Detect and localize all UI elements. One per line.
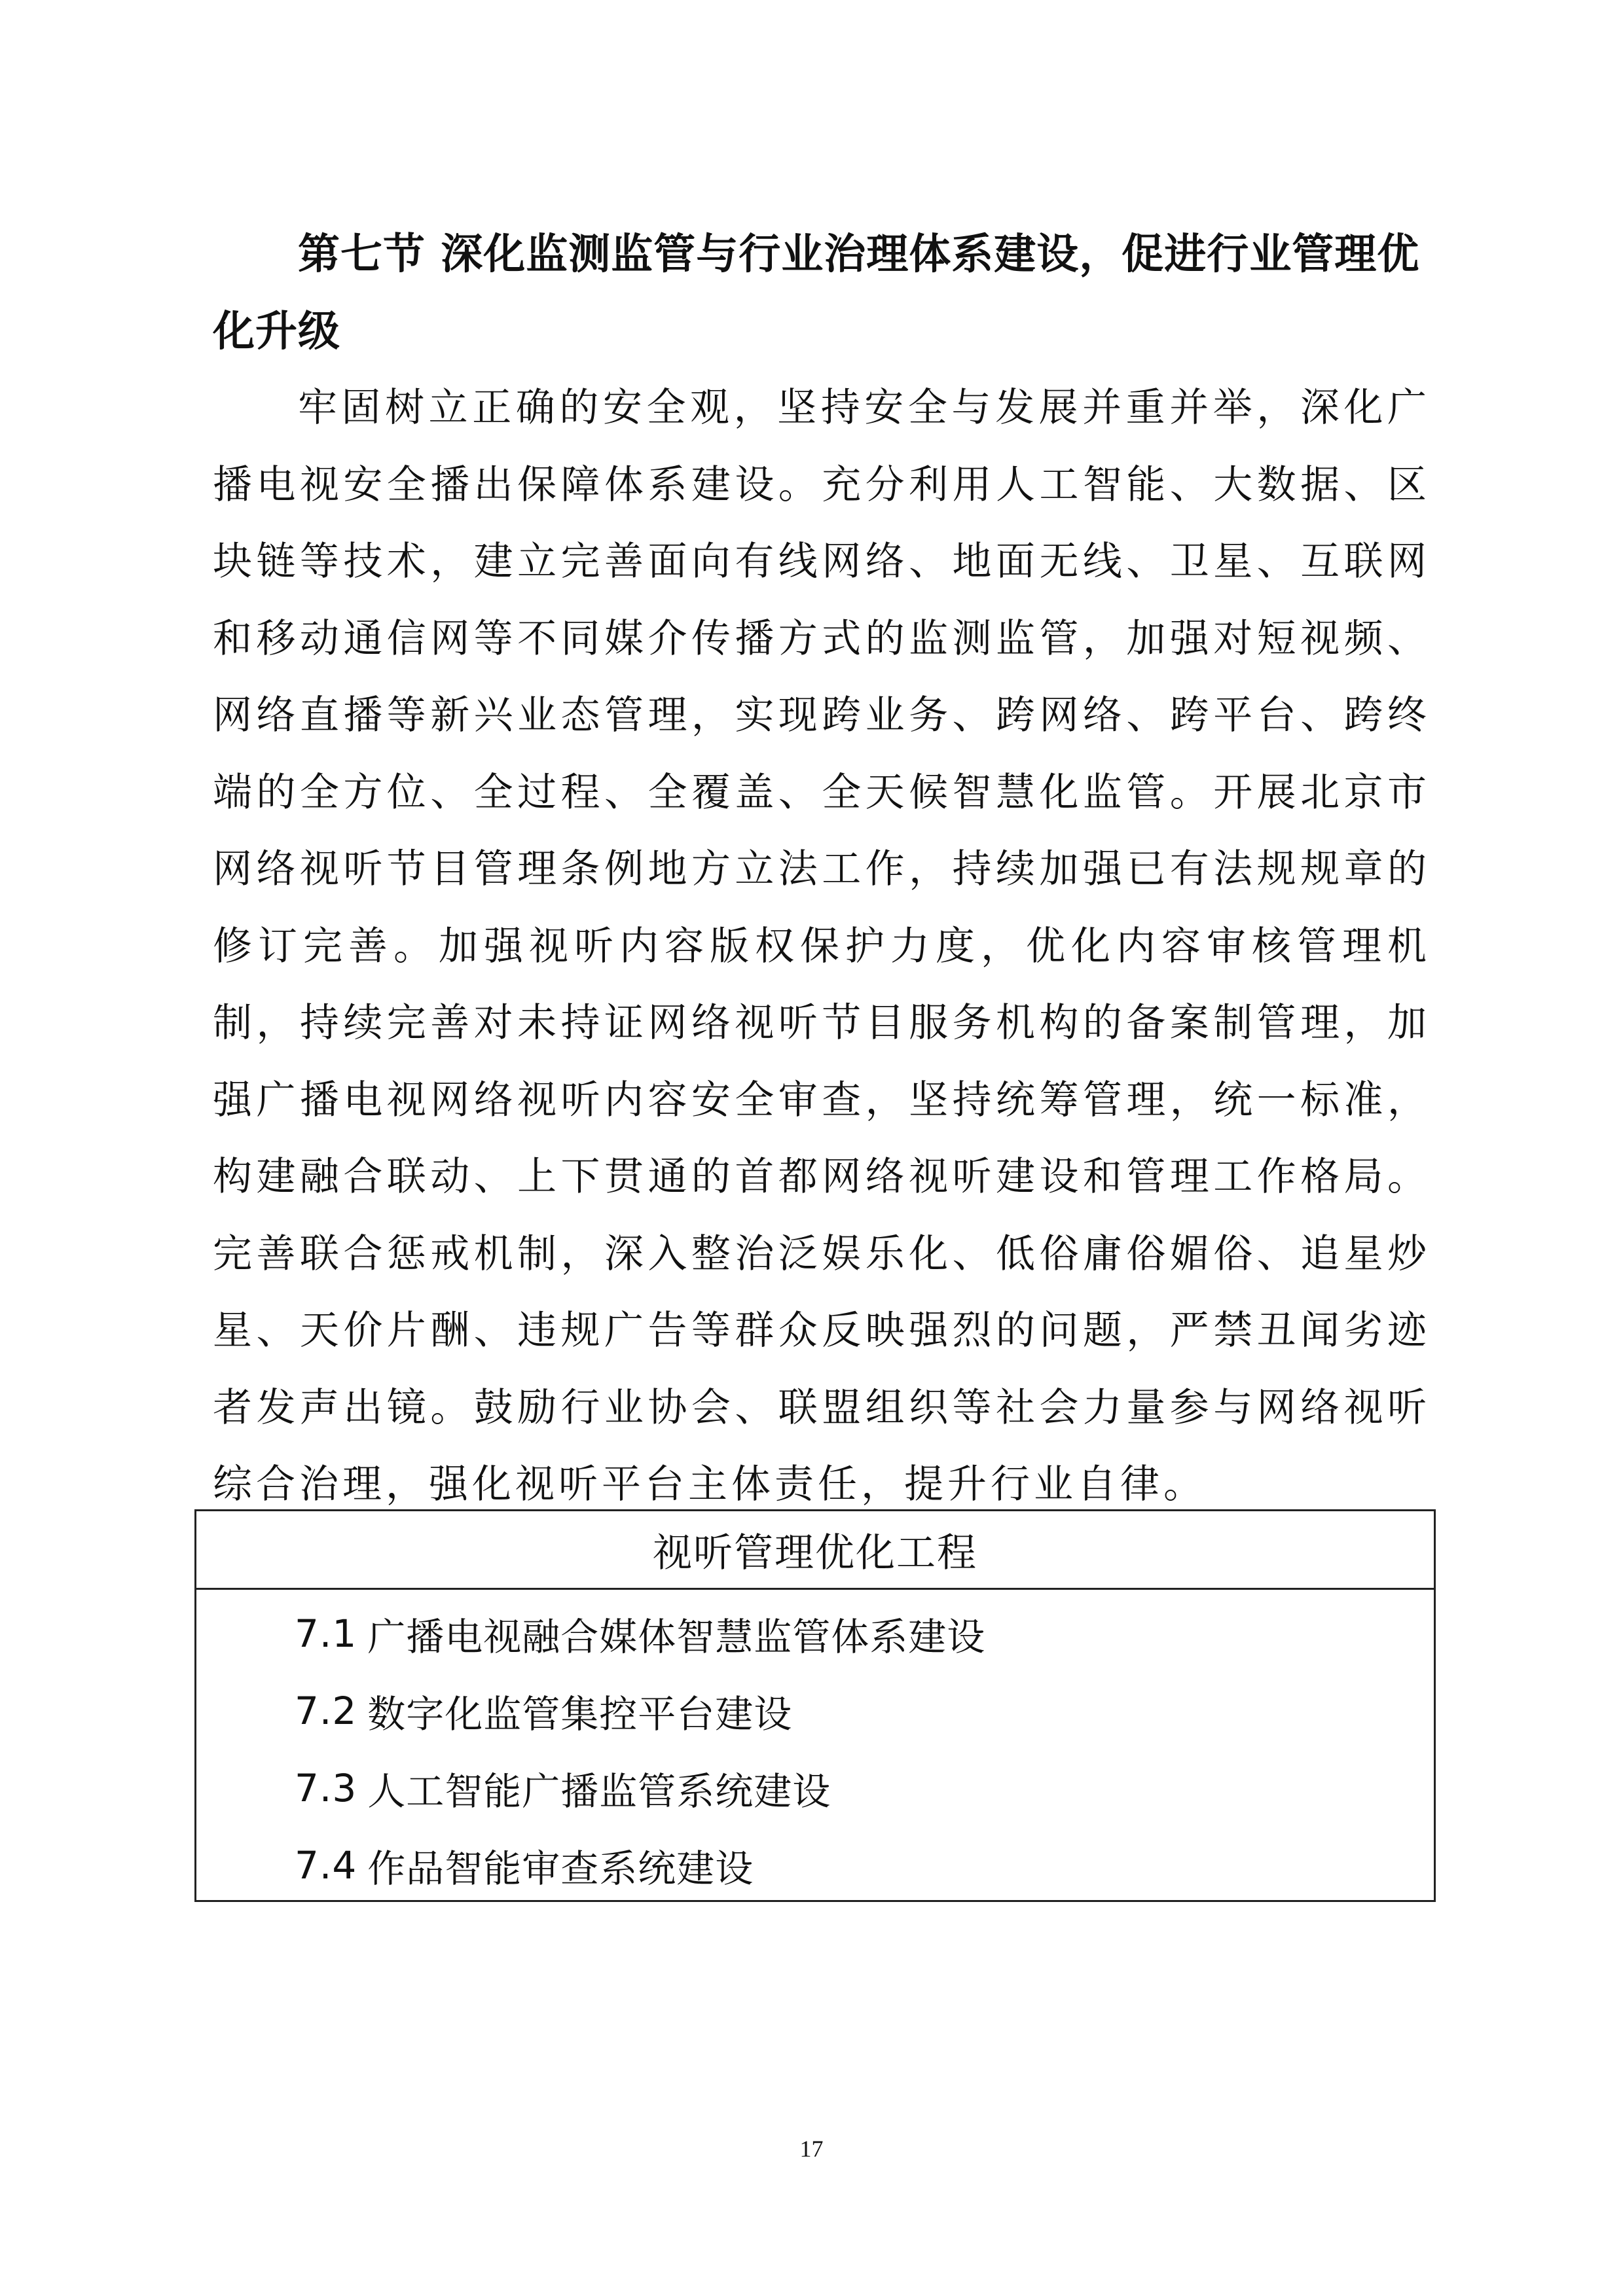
page-number: 17 <box>799 2136 824 2162</box>
project-item <box>196 1827 1434 1904</box>
project-item-number: 7.2 <box>295 1689 357 1733</box>
project-item-number: 7.3 <box>295 1766 357 1810</box>
project-item-label: 数字化监管集控平台建设 <box>367 1692 793 1736</box>
project-item-number: 7.1 <box>295 1611 357 1656</box>
project-item <box>196 1595 1434 1672</box>
project-item <box>196 1749 1434 1827</box>
project-item-label: 人工智能广播监管系统建设 <box>367 1769 831 1814</box>
section-heading: 第七节 深化监测监管与行业治理体系建设，促进行业管理优化升级 <box>213 230 1420 356</box>
project-item-number: 7.4 <box>295 1843 357 1888</box>
project-item <box>196 1672 1434 1749</box>
project-item-label: 作品智能审查系统建设 <box>367 1846 754 1891</box>
project-box-title: 视听管理优化工程 <box>196 1511 1434 1590</box>
project-list <box>196 1595 1434 1904</box>
project-item-label: 广播电视融合媒体智慧监管体系建设 <box>367 1615 986 1659</box>
section-paragraph: 牢固树立正确的安全观，坚持安全与发展并重并举，深化广播电视安全播出保障体系建设。充分利用人工智能、大数据、区块链等技术，建立完善面向有线网络、地面无线、卫星、互联网和移动通信网等不同媒介传播方式的监测监管，加强对短视频、网络直播等新兴业态管理，实现跨业务、跨网络、跨平台、跨终端的全方位、全过程、全覆盖、全天候智慧化监管。开展北京市网络视听节目管理条例地方立法工作，持续加强已有法规规章的修订完善。加强视听内容版权保护力度，优化内容审核管理机制，持续完善对未持证网络视听节目服务机构的备案制管理，加强广播电视网络视听内容安全审查，坚持统筹管理，统一标准，构建融合联动、上下贯通的首都网络视听建设和管理工作格局。完善联合惩戒机制，深入整治泛娱乐化、低俗庸俗媚俗、追星炒星、天价片酬、违规广告等群众反映强烈的问题，严禁丑闻劣迹者发声出镜。鼓励行业协会、联盟组织等社会力量参与网络视听综合治理，强化视听平台主体责任，提升行业自律。 <box>213 385 1431 1507</box>
project-box <box>194 1509 1436 1902</box>
